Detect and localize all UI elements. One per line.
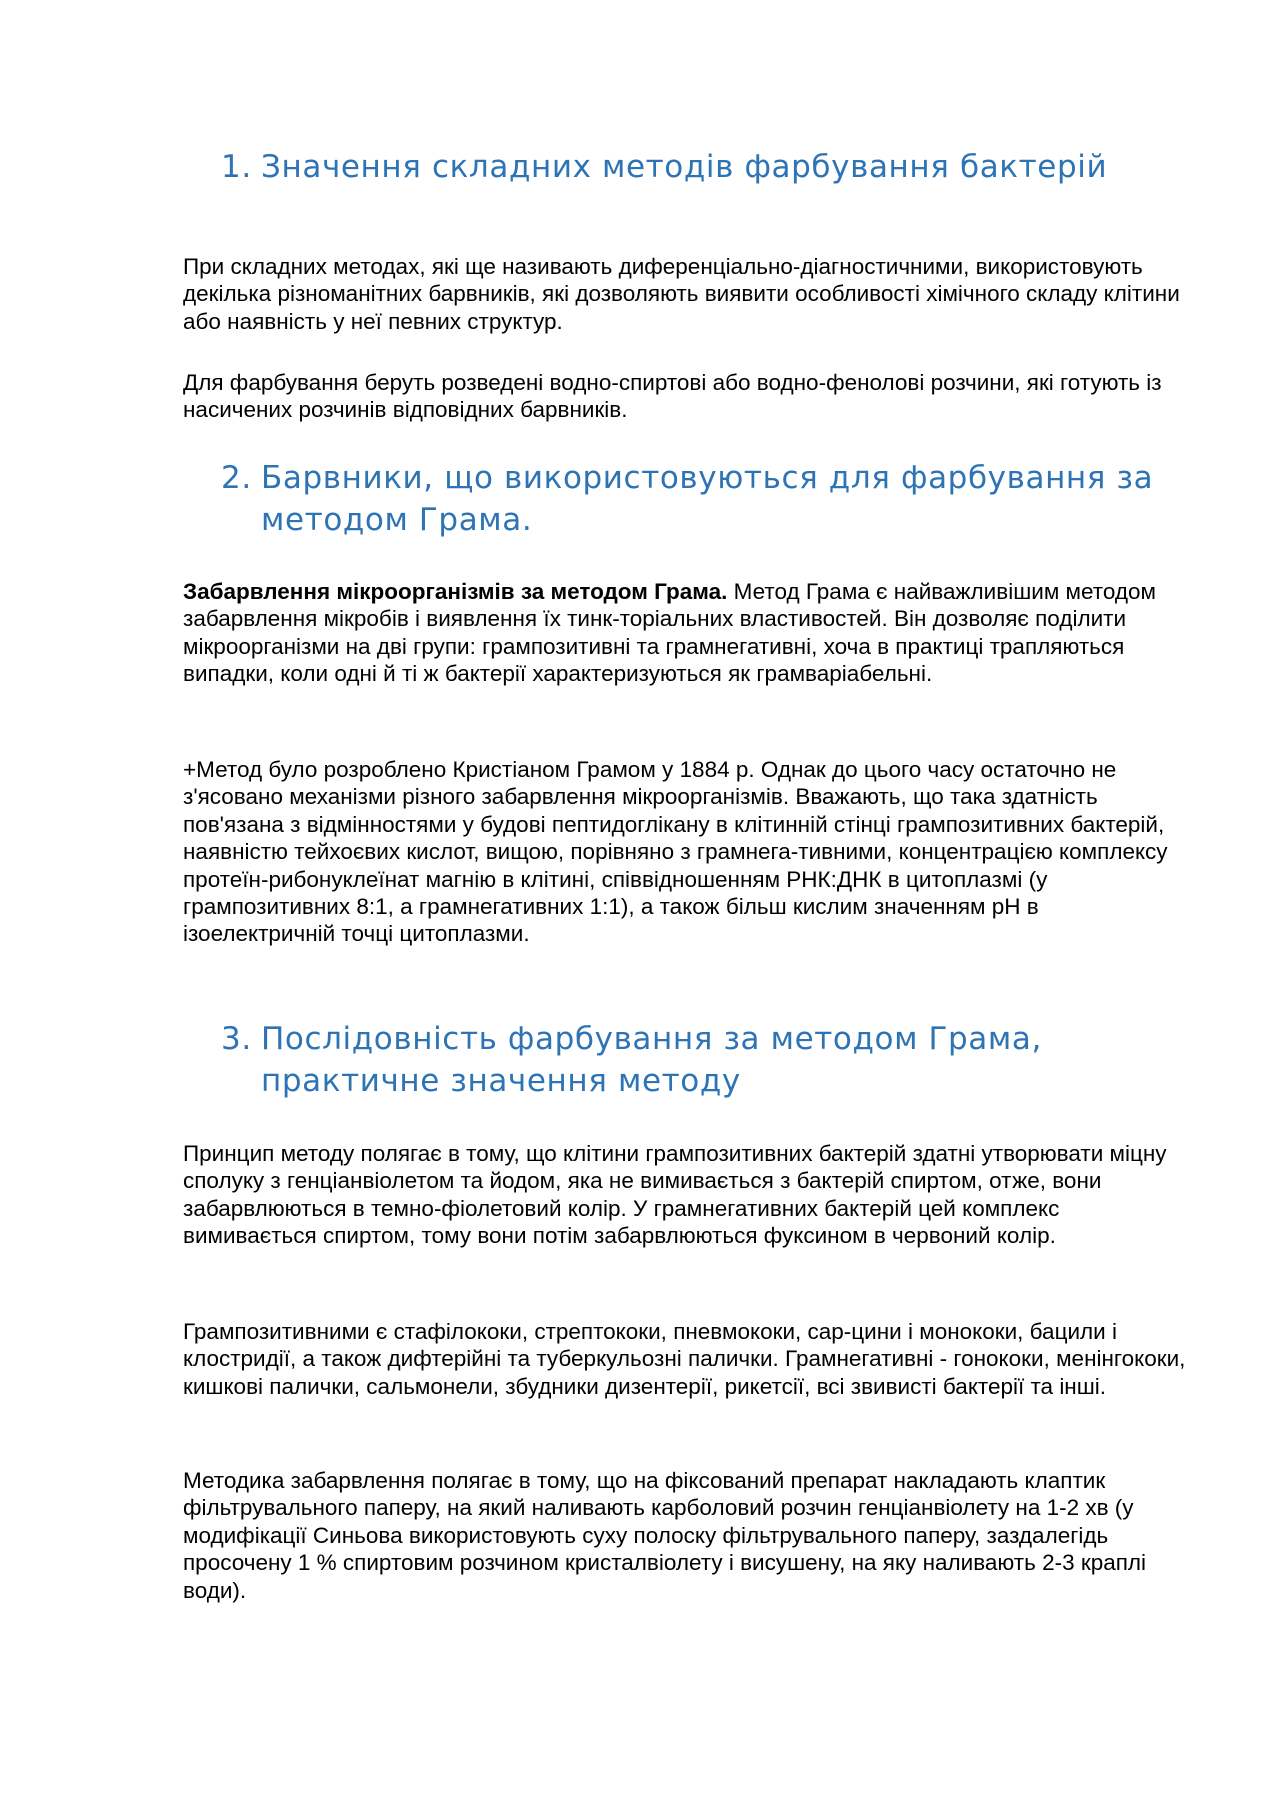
section-number-2: 2. <box>221 460 252 496</box>
paragraph-lead: Забарвлення мікроорганізмів за методом Грама. <box>183 579 728 604</box>
section-title-2: Барвники, що використовуються для фарбування за методом Грама. <box>261 460 1154 538</box>
paragraph-text: Метод Грама є найважливішим методом забарвлення мікробів і виявлення їх тинк-торіальних властивостей. Він дозволяє поділити мікроорганізми на дві групи: грампозитивні та грамнегативні, хоча в практиці трапляються випадки, коли одні й ті ж бактерії характеризуються як грамваріабельні. <box>183 579 1156 687</box>
section-title-1: Значення складних методів фарбування бактерій <box>261 149 1108 185</box>
paragraph: Для фарбування беруть розведені водно-спиртові або водно-фенолові розчини, які готують із насичених розчинів відповідних барвників. <box>183 370 1162 423</box>
paragraph: Грампозитивними є стафілококи, стрептококи, пневмококи, сар-цини і монококи, бацили і клостридії, а також дифтерійні та туберкульозні палички. Грамнегативні - гонококи, менінгококи, кишкові палички, сальмонели, збудники дизентерії, рикетсії, всі звивисті бактерії та інші. <box>183 1319 1186 1399</box>
section-heading-2 <box>183 457 1198 541</box>
section-number-1: 1. <box>221 149 252 185</box>
section-heading-1 <box>183 146 1198 188</box>
paragraph: Методика забарвлення полягає в тому, що на фіксований препарат накладають клаптик фільтрувального паперу, на який наливають карболовий розчин генціанвіолету на 1-2 хв (у модифікації Синьова використовують суху полоску фільтрувального паперу, заздалегідь просочену 1 % спиртовим розчином кристалвіолету і висушену, на яку наливають 2-3 краплі води). <box>183 1468 1147 1603</box>
section-title-3: Послідовність фарбування за методом Грама, практичне значення методу <box>261 1021 1042 1099</box>
section-heading-3 <box>183 1018 1198 1102</box>
paragraph <box>183 578 1193 688</box>
paragraph: +Метод було розроблено Кристіаном Грамом у 1884 р. Однак до цього часу остаточно не з'ясовано механізми різного забарвлення мікроорганізмів. Вважають, що така здатність пов'язана з відмінностями у будові пептидоглікану в клітинній стінці грампозитивних бактерій, наявністю тейхоєвих кислот, вищою, порівняно з грамнега-тивними, концентрацією комплексу протеїн-рибонуклеїнат магнію в клітині, співвідношенням РНК:ДНК в цитоплазмі (у грампозитивних 8:1, а грамнегативних 1:1), а також більш кислим значенням pH в ізоелектричній точці цитоплазми. <box>183 757 1168 947</box>
paragraph: Принцип методу полягає в тому, що клітини грампозитивних бактерій здатні утворювати міцну сполуку з генціанвіолетом та йодом, яка не вимивається з бактерій спиртом, отже, вони забарвлюються в темно-фіолетовий колір. У грамнегативних бактерій цей комплекс вимивається спиртом, тому вони потім забарвлюються фуксином в червоний колір. <box>183 1141 1167 1249</box>
section-number-3: 3. <box>221 1021 252 1057</box>
paragraph: При складних методах, які ще називають диференціально-діагностичними, використовують декілька різноманітних барвників, які дозволяють виявити особливості хімічного складу клітини або наявність у неї певних структур. <box>183 254 1180 334</box>
